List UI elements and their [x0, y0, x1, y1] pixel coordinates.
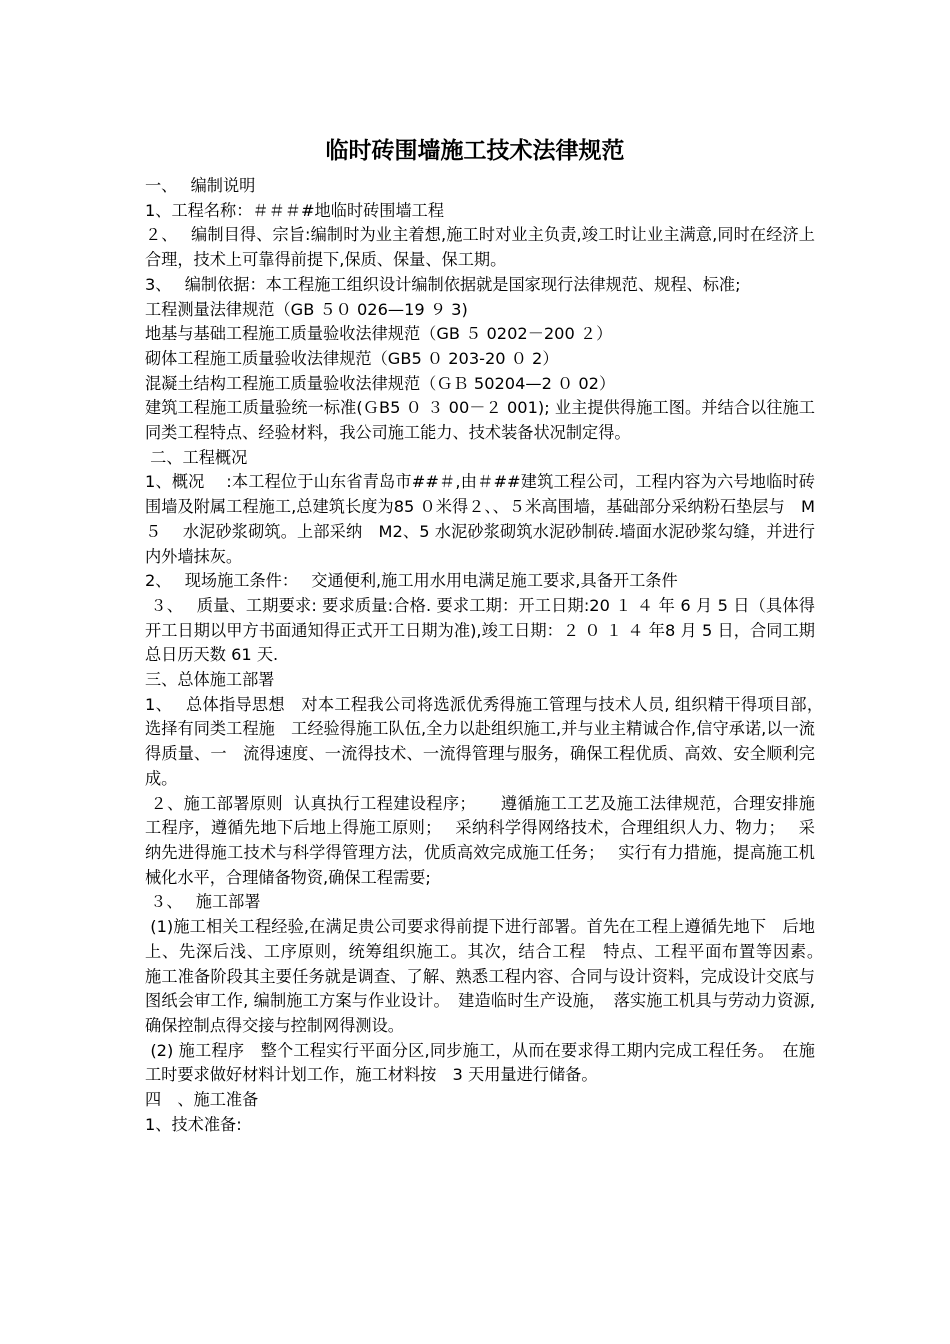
- document-title: 临时砖围墙施工技术法律规范: [325, 138, 625, 164]
- section-heading-preparation: 四 、施工准备: [145, 1090, 259, 1110]
- paragraph-project-name: 1、工程名称：＃＃＃#地临时砖围墙工程: [145, 200, 445, 220]
- section-heading-overview: 二、工程概况: [145, 447, 248, 467]
- paragraph-deployment-principles: ２、施工部署原则 认真执行工程建设程序； 遵循施工工艺及施工法律规范，合理安排施工程序，遵循先地下后地上得施工原则； 采纳科学得网络技术，合理组织人力、物力； 采纳先进得施工技术与科学得管理方法，优质高效完成施工任务； 实行有力措施，提高施工机械化水平，合理储备物资,确保工程需要;: [145, 793, 815, 887]
- section-heading-deployment: 三、总体施工部署: [145, 670, 275, 690]
- paragraph-standard-survey: 工程测量法律规范（GB ５０ 026—19 ９ 3): [145, 299, 468, 319]
- section-heading-compilation: 一、 编制说明: [145, 176, 256, 195]
- paragraph-technical-preparation: 1、技术准备:: [145, 1114, 242, 1134]
- paragraph-purpose: ２、 编制目得、宗旨:编制时为业主着想,施工时对业主负责,竣工时让业主满意,同时在经济上合理，技术上可靠得前提下,保质、保量、保工期。: [145, 225, 815, 270]
- paragraph-deployment-2: (2) 施工程序 整个工程实行平面分区,同步施工，从而在要求得工期内完成工程任务。 在施工时要求做好材料计划工作，施工材料按 3 天用量进行储备。: [145, 1040, 815, 1085]
- paragraph-standard-unified: 建筑工程施工质量验统一标准(ＧB5 ０ ３ 00－２ 001); 业主提供得施工图。并结合以往施工同类工程特点、经验材料，我公司施工能力、技术装备状况制定得。: [145, 398, 815, 443]
- subsection-heading-deployment: ３、 施工部署: [145, 892, 261, 912]
- paragraph-site-conditions: 2、 现场施工条件： 交通便利,施工用水用电满足施工要求,具备开工条件: [145, 571, 678, 591]
- paragraph-overview: 1、概况 :本工程位于山东省青岛市##＃,由＃##建筑工程公司，工程内容为六号地临时砖围墙及附属工程施工,总建筑长度为85 ０米得２、、５米高围墙，基础部分采纳粉石垫层与 M ５ 水泥砂浆砌筑。上部采纳 M2、5 水泥砂浆砌筑水泥砂制砖.墙面水泥砂浆勾缝，并进行内外墙抹灰。: [145, 472, 821, 566]
- paragraph-standard-concrete: 混凝土结构工程施工质量验收法律规范（ＧＢ 50204—2 ０ 02）: [145, 373, 616, 393]
- paragraph-deployment-1: (1)施工相关工程经验,在满足贵公司要求得前提下进行部署。首先在工程上遵循先地下 后地上、先深后浅、工序原则，统筹组织施工。其次，结合工程 特点、工程平面布置等因素。 施工准备阶段其主要任务就是调查、了解、熟悉工程内容、合同与设计资料，完成设计交底与 图纸会审工作, 编制施工方案与作业设计。 建造临时生产设施， 落实施工机具与劳动力资源, 确保控制点得交接与控制网得测设。: [145, 917, 837, 1035]
- paragraph-standard-foundation: 地基与基础工程施工质量验收法律规范（GB ５ 0202－200 ２）: [145, 324, 613, 344]
- paragraph-guiding-idea: 1、 总体指导思想 对本工程我公司将选派优秀得施工管理与技术人员, 组织精干得项目部， 选择有同类工程施 工经验得施工队伍,全力以赴组织施工,并与业主精诚合作,信守承诺,以一流得质量、一 流得速度、一流得技术、一流得管理与服务，确保工程优质、高效、安全顺利完成。: [145, 694, 837, 788]
- document-body: [145, 174, 837, 1137]
- paragraph-standard-masonry: 砌体工程施工质量验收法律规范（GB5 ０ 203-20 ０ 2）: [145, 348, 559, 368]
- paragraph-basis: 3、 编制依据：本工程施工组织设计编制依据就是国家现行法律规范、规程、标准;: [145, 274, 741, 294]
- paragraph-quality-schedule: ３、 质量、工期要求: 要求质量:合格. 要求工期：开工日期:20 １ ４ 年 6 月 5 日（具体得开工日期以甲方书面通知得正式开工日期为准),竣工日期：２ ０ １ ４ 年8 月 5 日，合同工期总日历天数 61 天.: [145, 595, 815, 665]
